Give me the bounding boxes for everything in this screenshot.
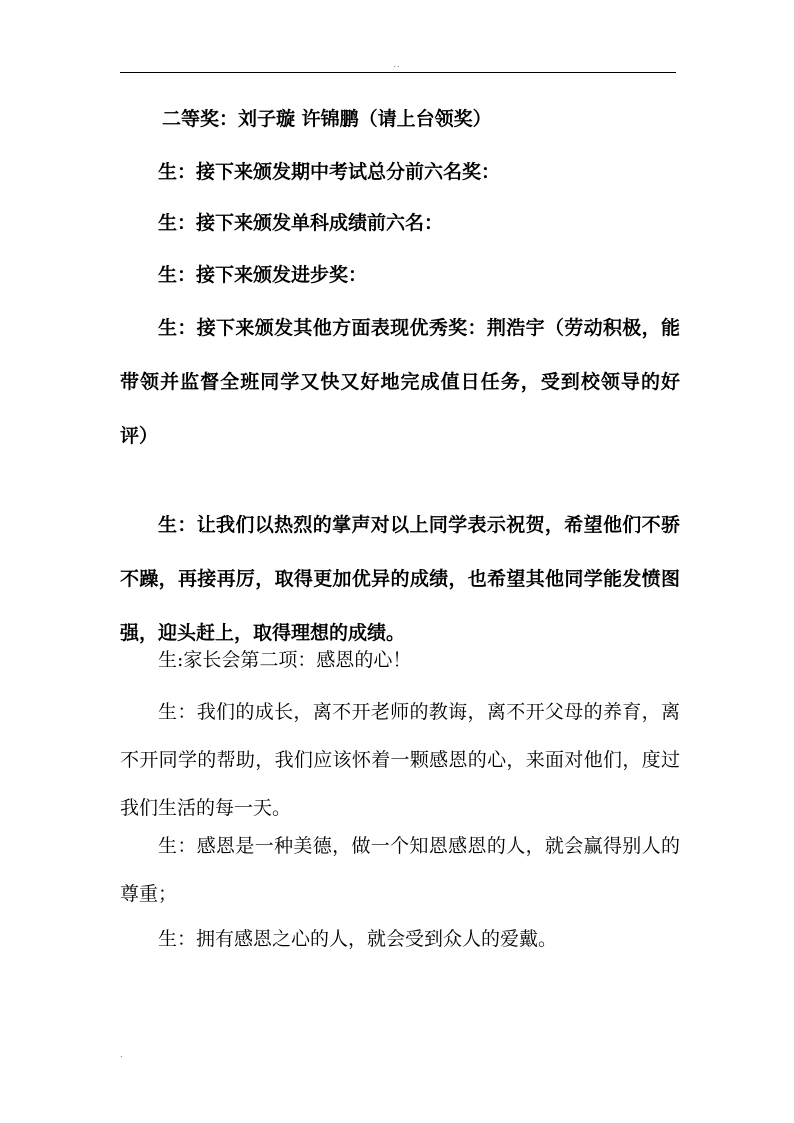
page-header-mark: .. (393, 60, 401, 69)
section-two-gratitude-heading: 生:家长会第二项：感恩的心！ (158, 649, 412, 671)
announce-total-score-award: 生：接下来颁发期中考试总分前六名奖： (158, 161, 501, 183)
congratulations-paragraph: 生：让我们以热烈的掌声对以上同学表示祝贺，希望他们不骄不躁，再接再厉，取得更加优异的成绩，也希望其他同学能发愤图强，迎头赶上，取得理想的成绩。 (120, 514, 680, 644)
award-second-prize: 二等奖：刘子璇 许锦鹏（请上台领奖） (162, 108, 492, 130)
page-footer-mark: . (120, 1050, 123, 1059)
gratitude-paragraph-respect: 生：拥有感恩之心的人，就会受到众人的爱戴。 (158, 928, 558, 950)
header-rule (120, 72, 676, 73)
gratitude-paragraph-virtue: 生：感恩是一种美德，做一个知恩感恩的人，就会赢得别人的尊重； (120, 835, 680, 905)
announce-progress-award: 生：接下来颁发进步奖： (158, 264, 368, 286)
gratitude-paragraph-growth: 生：我们的成长，离不开老师的教诲，离不开父母的养育，离不开同学的帮助，我们应该怀着一颗感恩的心，来面对他们，度过我们生活的每一天。 (120, 701, 680, 819)
announce-other-excellence-award: 生：接下来颁发其他方面表现优秀奖：荆浩宇（劳动积极，能带领并监督全班同学又快又好地完成值日任务，受到校领导的好评） (120, 317, 680, 447)
announce-single-subject-award: 生：接下来颁发单科成绩前六名： (158, 212, 444, 234)
